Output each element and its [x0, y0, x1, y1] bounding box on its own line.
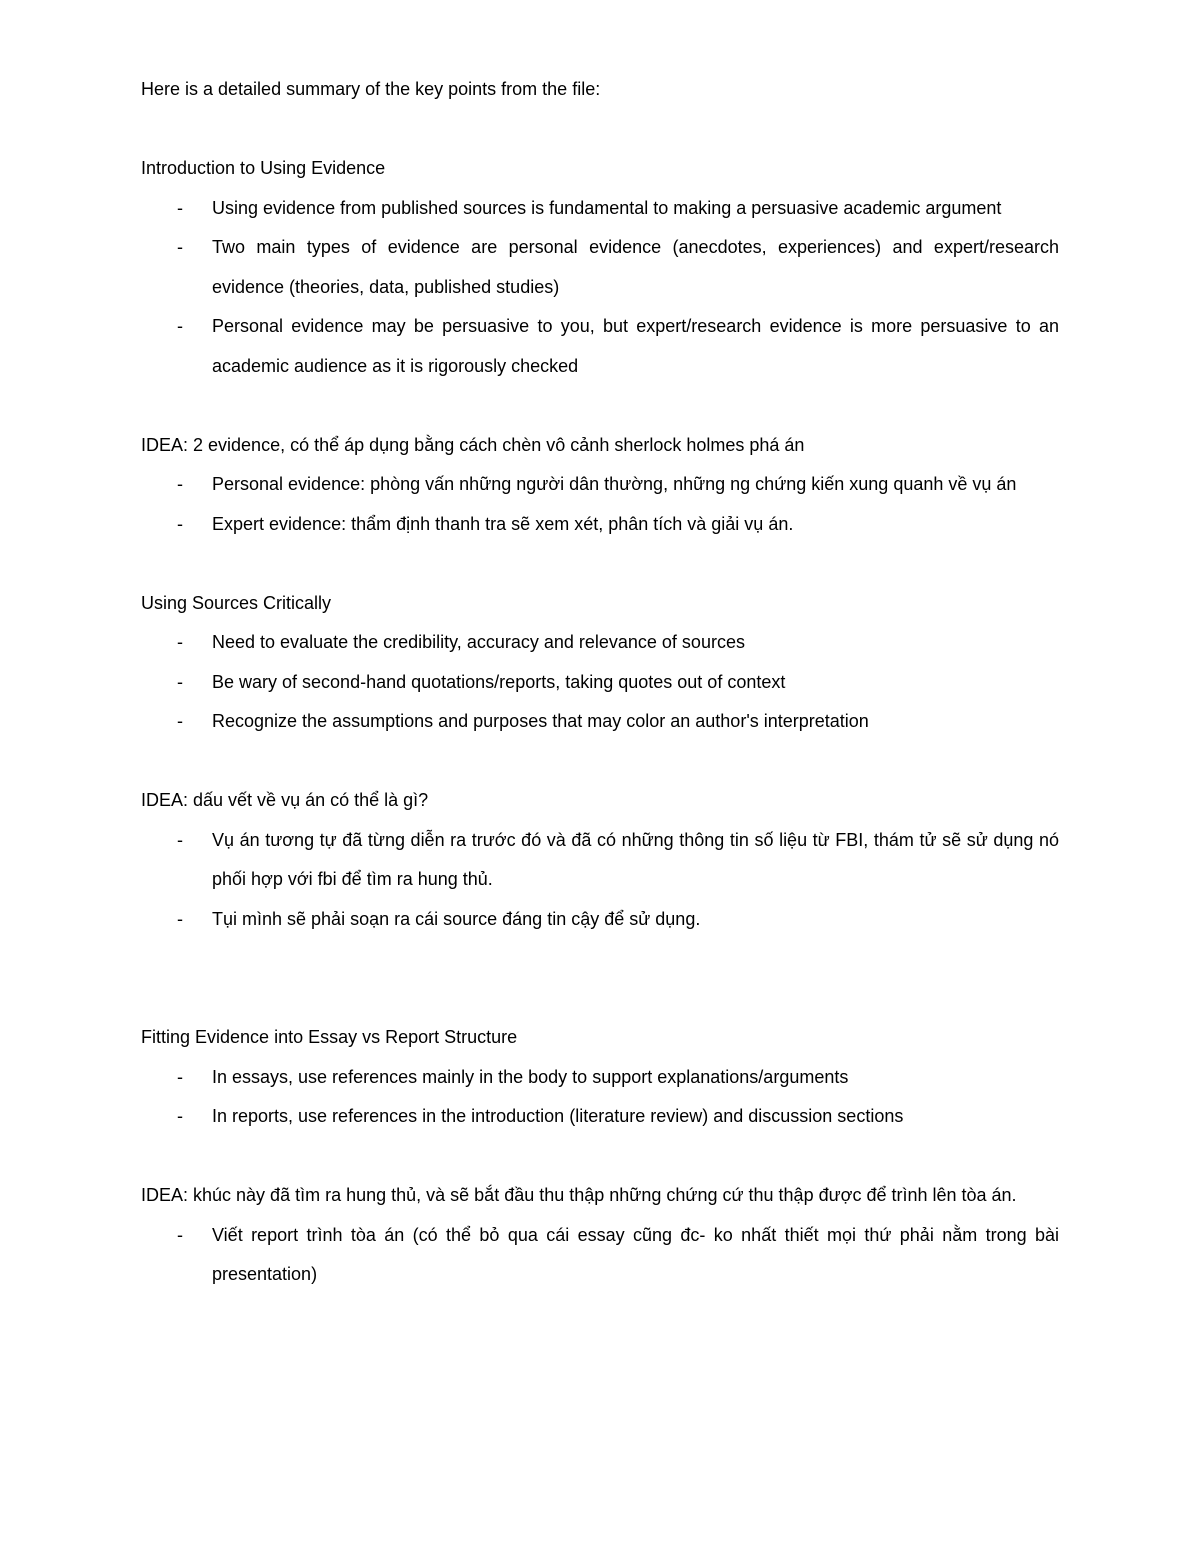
dash-bullet: - [177, 908, 183, 929]
bullet-list [141, 821, 1059, 940]
list-item-text: Personal evidence: phòng vấn những người dân thường, những ng chứng kiến xung quanh về vụ án [212, 474, 1017, 494]
dash-bullet: - [177, 1224, 183, 1245]
dash-bullet: - [177, 316, 183, 336]
list-item-text: Expert evidence: thẩm định thanh tra sẽ xem xét, phân tích và giải vụ án. [212, 513, 794, 534]
list-item-text: Need to evaluate the credibility, accuracy and relevance of sources [212, 632, 745, 652]
list-item-text: Personal evidence may be persuasive to you, but expert/research evidence is more persuasive to an academic audience as it is rigorously checked [212, 316, 1059, 376]
dash-bullet: - [177, 829, 183, 850]
bullet-list [141, 1058, 1059, 1137]
spacer [141, 386, 1059, 426]
list-item [141, 189, 1059, 229]
dash-bullet: - [177, 513, 183, 534]
list-item-text: Two main types of evidence are personal evidence (anecdotes, experiences) and expert/research evidence (theories, data, published studies) [212, 237, 1059, 297]
dash-bullet: - [177, 711, 183, 731]
spacer [141, 110, 1059, 150]
list-item-text: Viết report trình tòa án (có thể bỏ qua cái essay cũng đc- ko nhất thiết mọi thứ phải nằm trong bài presentation) [212, 1224, 1059, 1284]
spacer [141, 742, 1059, 782]
list-item [141, 228, 1059, 307]
list-item [141, 1058, 1059, 1098]
list-item [141, 663, 1059, 703]
dash-bullet: - [177, 474, 183, 494]
list-item [141, 307, 1059, 386]
bullet-list [141, 1216, 1059, 1295]
dash-bullet: - [177, 632, 183, 652]
list-item [141, 900, 1059, 940]
dash-bullet: - [177, 1106, 183, 1126]
bullet-list [141, 623, 1059, 742]
list-item-text: Recognize the assumptions and purposes that may color an author's interpretation [212, 711, 869, 731]
list-item-text: In essays, use references mainly in the body to support explanations/arguments [212, 1066, 849, 1087]
dash-bullet: - [177, 197, 183, 218]
idea-heading: IDEA: dấu vết về vụ án có thể là gì? [141, 790, 429, 810]
dash-bullet: - [177, 1066, 183, 1087]
list-item-text: Tụi mình sẽ phải soạn ra cái source đáng tin cậy để sử dụng. [212, 908, 701, 929]
idea-heading: IDEA: 2 evidence, có thể áp dụng bằng cách chèn vô cảnh sherlock holmes phá án [141, 434, 805, 455]
bullet-list [141, 189, 1059, 387]
section-heading: Using Sources Critically [141, 592, 332, 613]
list-item [141, 1097, 1059, 1137]
section-heading: Fitting Evidence into Essay vs Report Structure [141, 1027, 518, 1047]
spacer [141, 544, 1059, 584]
spacer [141, 939, 1059, 1018]
list-item-text: In reports, use references in the introduction (literature review) and discussion sections [212, 1106, 904, 1126]
list-item [141, 1216, 1059, 1295]
spacer [141, 1137, 1059, 1177]
list-item [141, 623, 1059, 663]
document-page [141, 70, 1059, 1295]
dash-bullet: - [177, 671, 183, 692]
list-item [141, 505, 1059, 545]
bullet-list [141, 465, 1059, 544]
intro-line: Here is a detailed summary of the key points from the file: [141, 79, 601, 99]
list-item-text: Be wary of second-hand quotations/reports, taking quotes out of context [212, 671, 786, 692]
idea-heading: IDEA: khúc này đã tìm ra hung thủ, và sẽ bắt đầu thu thập những chứng cứ thu thập được để trình lên tòa án. [141, 1185, 1017, 1205]
list-item [141, 465, 1059, 505]
list-item [141, 821, 1059, 900]
dash-bullet: - [177, 237, 183, 257]
list-item [141, 702, 1059, 742]
list-item-text: Using evidence from published sources is fundamental to making a persuasive academic argument [212, 197, 1002, 218]
section-heading: Introduction to Using Evidence [141, 158, 386, 178]
list-item-text: Vụ án tương tự đã từng diễn ra trước đó và đã có những thông tin số liệu từ FBI, thám tử sẽ sử dụng nó phối hợp với fbi để tìm ra hung thủ. [212, 829, 1059, 889]
